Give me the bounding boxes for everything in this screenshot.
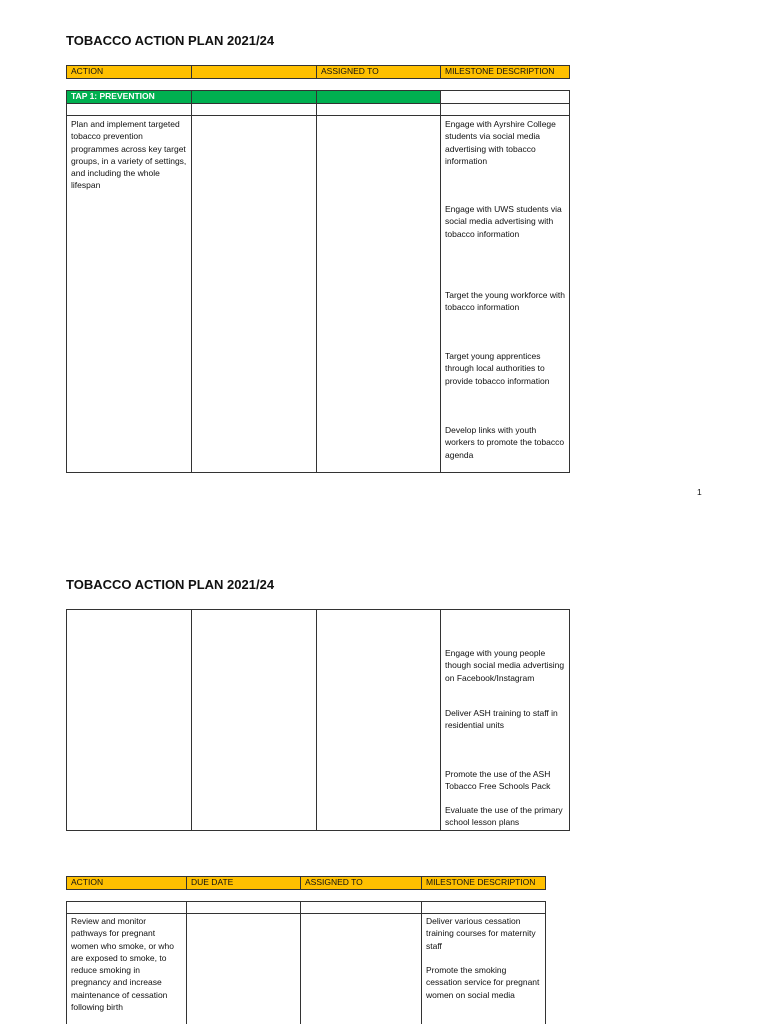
- milestone-text: Engage with young people though social media advertising on Facebook/Instagram: [445, 648, 565, 683]
- continued-milestone-cell: [440, 609, 570, 831]
- milestone-text: Engage with UWS students via social media advertising with tobacco information: [445, 204, 562, 239]
- assigned-cell: [316, 115, 441, 473]
- section-empty-cell: [440, 90, 570, 104]
- milestone-text: Promote the smoking cessation service for pregnant women on social media: [426, 965, 540, 1000]
- header-milestone: MILESTONE DESCRIPTION: [421, 876, 546, 890]
- header-blank: [191, 65, 317, 79]
- header-assigned-to: ASSIGNED TO: [316, 65, 441, 79]
- milestone-text: Target young apprentices through local authorities to provide tobacco information: [445, 351, 550, 386]
- action-cell: [66, 913, 187, 1024]
- continued-assigned-cell: [316, 609, 441, 831]
- action-cell: [66, 115, 192, 473]
- action-text: Review and monitor pathways for pregnant women who smoke, or who are exposed to smoke, to reduce smoking in pregnancy and increase maintenance of cessation following birth: [71, 916, 174, 1013]
- milestone-text: Develop links with youth workers to promote the tobacco agenda: [445, 425, 565, 460]
- header-action: ACTION: [66, 65, 192, 79]
- section-tap1: TAP 1: PREVENTION: [66, 90, 192, 104]
- header-milestone: MILESTONE DESCRIPTION: [440, 65, 570, 79]
- milestone-text: Deliver various cessation training courses for maternity staff: [426, 916, 536, 951]
- page-number: 1: [697, 487, 702, 497]
- section-green-cell: [191, 90, 317, 104]
- milestone-cell: [421, 913, 546, 1024]
- section-green-cell: [316, 90, 441, 104]
- continued-action-cell: [66, 609, 192, 831]
- header-due-date: DUE DATE: [186, 876, 301, 890]
- action-text: Plan and implement targeted tobacco prevention programmes across key target groups, in a variety of settings, and including the whole lifespan: [71, 119, 187, 191]
- continued-empty-cell: [191, 609, 317, 831]
- header-assigned-to: ASSIGNED TO: [300, 876, 422, 890]
- page-title: TOBACCO ACTION PLAN 2021/24: [66, 577, 275, 592]
- milestone-text: Target the young workforce with tobacco information: [445, 290, 566, 313]
- page-title: TOBACCO ACTION PLAN 2021/24: [66, 33, 275, 48]
- milestone-text: Evaluate the use of the primary school lesson plans: [445, 805, 563, 828]
- empty-cell: [191, 115, 317, 473]
- header-action: ACTION: [66, 876, 187, 890]
- milestone-text: Promote the use of the ASH Tobacco Free Schools Pack: [445, 769, 551, 792]
- milestone-text: Engage with Ayrshire College students via social media advertising with tobacco information: [445, 119, 556, 166]
- milestone-text: Deliver ASH training to staff in residential units: [445, 708, 558, 731]
- assigned-cell: [300, 913, 422, 1024]
- milestone-cell: [440, 115, 570, 473]
- due-date-cell: [186, 913, 301, 1024]
